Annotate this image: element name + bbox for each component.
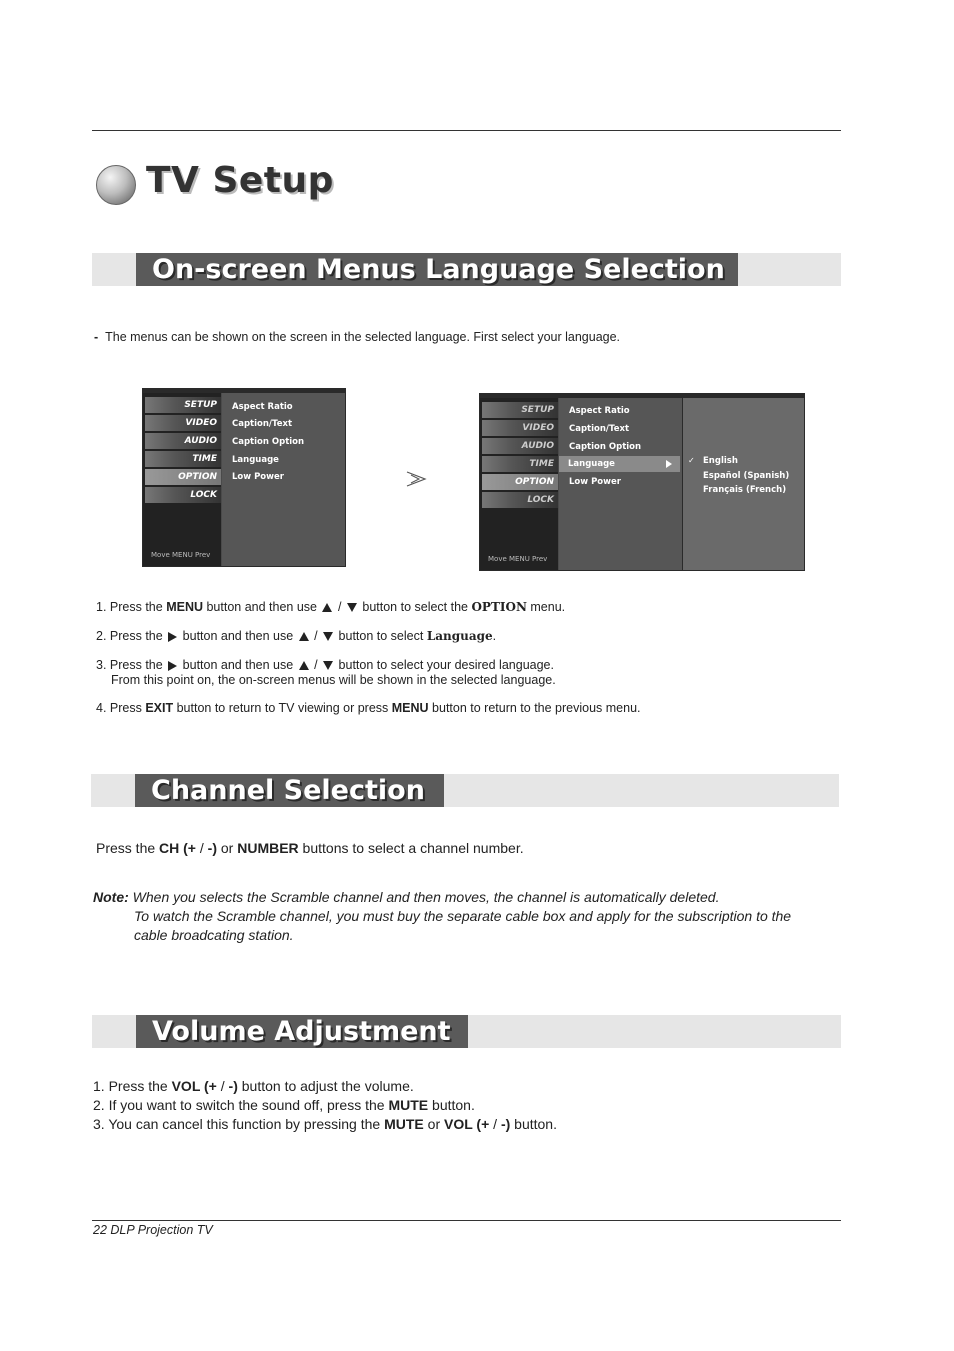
osd-tab-option: OPTION: [482, 474, 558, 490]
page-title: TV Setup: [146, 160, 334, 201]
triangle-down-icon: [323, 632, 333, 641]
osd-footer: Move MENU Prev: [488, 555, 548, 563]
channel-note: Note: When you selects the Scramble channel and then moves, the channel is automatically deleted.: [93, 889, 720, 905]
language-step-3: 3. Press the button and then use / button to select your desired language.: [96, 658, 554, 672]
osd-item-caption-text: Caption/Text: [569, 424, 630, 434]
triangle-up-icon: [322, 603, 332, 612]
osd-tab-lock: LOCK: [145, 487, 221, 503]
osd-menu-option: [142, 388, 346, 567]
section-heading-volume: Volume Adjustment: [136, 1015, 468, 1048]
footer-divider: [92, 1220, 841, 1221]
osd-tab-column: [143, 393, 221, 566]
osd-item-list: [222, 393, 345, 566]
osd-tab-option: OPTION: [145, 469, 221, 485]
note-label: Note:: [93, 889, 129, 905]
osd-item-caption-text: Caption/Text: [232, 419, 293, 429]
osd-tab-time: TIME: [145, 451, 221, 467]
osd-tab-audio: AUDIO: [482, 438, 558, 454]
triangle-down-icon: [347, 603, 357, 612]
osd-language-submenu: [682, 398, 804, 570]
section-heading-channel: Channel Selection: [135, 774, 444, 807]
language-step-4: 4. Press EXIT button to return to TV viewing or press MENU button to return to the previous menu.: [96, 701, 641, 715]
osd-item-language: Language: [232, 455, 279, 465]
osd-tab-audio: AUDIO: [145, 433, 221, 449]
section-heading-language: On-screen Menus Language Selection: [136, 253, 738, 286]
volume-step-1: 1. Press the VOL (+ / -) button to adjust the volume.: [93, 1078, 414, 1094]
top-divider: [92, 130, 841, 131]
osd-tab-setup: SETUP: [145, 397, 221, 413]
osd-tab-time: TIME: [482, 456, 558, 472]
osd-item-aspect-ratio: Aspect Ratio: [232, 402, 293, 412]
intro-dash: -: [94, 330, 99, 344]
osd-item-low-power: Low Power: [232, 472, 284, 482]
section-bar-language: [92, 253, 841, 286]
osd-footer: Move MENU Prev: [151, 551, 211, 559]
triangle-up-icon: [299, 632, 309, 641]
osd-item-caption-option: Caption Option: [569, 442, 642, 452]
osd-tab-lock: LOCK: [482, 492, 558, 508]
osd-item-aspect-ratio: Aspect Ratio: [569, 406, 630, 416]
language-intro: [94, 330, 620, 345]
osd-item-low-power: Low Power: [569, 477, 621, 487]
language-step-3-line-2: From this point on, the on-screen menus will be shown in the selected language.: [111, 673, 556, 687]
channel-note-line-2: To watch the Scramble channel, you must buy the separate cable box and apply for the subscription to the: [134, 908, 792, 924]
section-bar-channel: [91, 774, 839, 807]
page-footer: 22 DLP Projection TV: [93, 1223, 213, 1237]
volume-step-3: 3. You can cancel this function by pressing the MUTE or VOL (+ / -) button.: [93, 1116, 557, 1132]
osd-item-language-selected: [559, 456, 680, 472]
triangle-up-icon: [299, 661, 309, 670]
volume-step-2: 2. If you want to switch the sound off, press the MUTE button.: [93, 1097, 475, 1113]
channel-text: Press the CH (+ / -) or NUMBER buttons to select a channel number.: [96, 840, 524, 856]
osd-menu-language: [479, 393, 805, 571]
osd-tab-video: VIDEO: [145, 415, 221, 431]
triangle-right-icon: [168, 661, 177, 671]
osd-item-list: [559, 398, 682, 570]
check-icon: ✓: [688, 456, 695, 465]
triangle-right-icon: [168, 632, 177, 642]
osd-item-language-label: Language: [568, 459, 615, 469]
osd-tab-setup: SETUP: [482, 402, 558, 418]
sphere-bullet-icon: [96, 165, 136, 205]
intro-text: The menus can be shown on the screen in the selected language. First select your language.: [105, 330, 621, 344]
osd-lang-spanish: Español (Spanish): [703, 471, 790, 481]
triangle-down-icon: [323, 661, 333, 670]
osd-lang-english: English: [703, 456, 738, 466]
osd-tab-column: [480, 398, 558, 570]
language-step-1: 1. Press the MENU button and then use / button to select the OPTION menu.: [96, 600, 566, 614]
section-bar-volume: [92, 1015, 841, 1048]
osd-item-caption-option: Caption Option: [232, 437, 305, 447]
submenu-arrow-icon: [666, 460, 672, 468]
double-chevron-right-icon: [405, 470, 429, 488]
channel-note-line-3: cable broadcating station.: [134, 927, 294, 943]
osd-tab-video: VIDEO: [482, 420, 558, 436]
language-step-2: 2. Press the button and then use / button to select Language.: [96, 629, 497, 643]
osd-lang-french: Français (French): [703, 485, 787, 495]
